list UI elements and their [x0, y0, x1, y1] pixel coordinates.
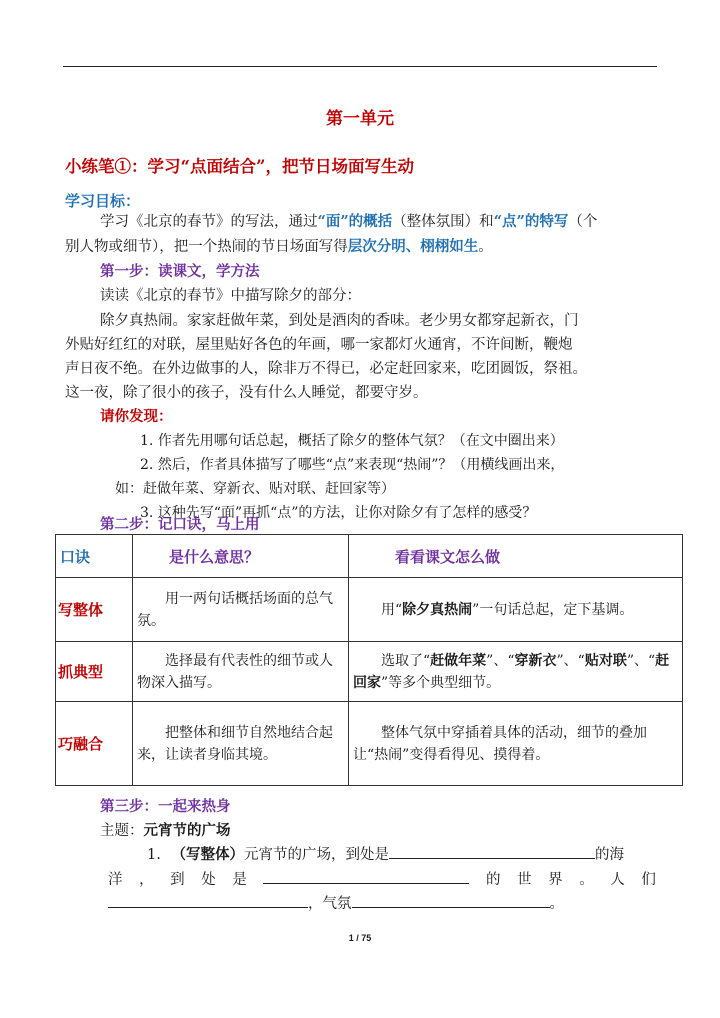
question-1: 1. 作者先用哪句话总起，概括了除夕的整体气氛？（在文中圈出来） — [140, 433, 564, 449]
exercise-text: 们 — [641, 872, 656, 888]
lesson-subtitle: 小练笔①：学习“点面结合”，把节日场面写生动 — [65, 157, 414, 176]
step1-intro: 读读《北京的春节》中描写除夕的部分： — [100, 288, 361, 304]
theme-value: 元宵节的广场 — [143, 822, 231, 839]
exercise-text: 到 — [170, 872, 185, 888]
goal-emphasis-point: “点”的特写 — [493, 213, 569, 230]
exercise-tag: （写整体） — [171, 846, 244, 863]
theme-line — [100, 819, 231, 843]
passage-line: 除夕真热闹。家家赶做年菜，到处是酒肉的香味。老少男女都穿起新衣，门 — [100, 313, 579, 329]
fill-blank-3[interactable] — [108, 892, 308, 908]
mnemonic-example: 整体气氛中穿插着具体的活动，细节的叠加让“热闹”变得看得见、摸得着。 — [349, 702, 683, 786]
goal-emphasis-face: “面”的概括 — [317, 213, 393, 230]
mnemonic-meaning: 把整体和细节自然地结合起来，让读者身临其境。 — [133, 702, 349, 786]
header-example: 看看课文怎么做 — [349, 535, 683, 578]
unit-title: 第一单元 — [326, 109, 394, 129]
table-row — [56, 642, 683, 702]
fill-blank-1[interactable] — [389, 843, 595, 859]
mnemonic-meaning: 选择最有代表性的细节或人物深入描写。 — [133, 642, 349, 702]
header-rule — [63, 66, 657, 67]
mnemonic-table — [55, 534, 683, 786]
exercise-text: 洋 — [108, 872, 123, 888]
goal-emphasis-result: 层次分明、栩栩如生 — [347, 238, 479, 255]
exercise-1-line-3 — [108, 892, 564, 916]
exercise-text: ， — [139, 872, 154, 888]
step3-heading: 第三步：一起来热身 — [100, 798, 231, 815]
exercise-text: 世 — [517, 872, 532, 888]
example-text: 选取了“ — [381, 652, 431, 669]
exercise-text: 元宵节的广场，到处是 — [243, 847, 389, 863]
example-bold: 赶回家 — [353, 652, 670, 691]
example-text: ”、“ — [556, 652, 585, 669]
exercise-1-line-1 — [147, 843, 624, 867]
goal-text: 学习《北京的春节》的写法，通过 — [100, 214, 318, 230]
table-row — [56, 578, 683, 642]
exercise-text: 的 — [485, 872, 501, 888]
example-text: 用“ — [381, 601, 403, 618]
goal-text: 。 — [478, 239, 493, 255]
goal-line-1 — [100, 210, 597, 234]
mnemonic-example — [349, 642, 683, 702]
exercise-1-line-2 — [108, 868, 656, 892]
goal-text: （个 — [568, 214, 598, 230]
exercise-text: 是 — [232, 872, 247, 888]
goal-text: 别人物或细节），把一个热闹的节日场面写得 — [65, 239, 348, 255]
goal-heading: 学习目标： — [65, 192, 141, 210]
example-bold: 除夕真热闹 — [402, 601, 473, 618]
goal-text: （整体氛围）和 — [392, 214, 494, 230]
question-2: 2. 然后，作者具体描写了哪些“点”来表现“热闹”？（用横线画出来， — [140, 457, 565, 473]
discover-heading: 请你发现： — [100, 408, 173, 425]
mnemonic-key: 巧融合 — [56, 702, 133, 786]
exercise-text: 。 — [549, 896, 564, 912]
example-bold: 穿新衣 — [514, 652, 557, 669]
exercise-text: 的海 — [594, 847, 624, 863]
example-text: ”、“ — [626, 652, 656, 669]
goal-line-2 — [65, 235, 493, 259]
example-text: ”、“ — [486, 652, 515, 669]
page-number: 1 / 75 — [348, 933, 372, 943]
passage-line: 声日夜不绝。在外边做事的人，除非万不得已，必定赶回家来，吃团圆饭，祭祖。 — [65, 361, 587, 377]
mnemonic-key: 写整体 — [56, 578, 133, 642]
exercise-text: 界 — [548, 872, 563, 888]
mnemonic-example — [349, 578, 683, 642]
exercise-text: 处 — [201, 872, 216, 888]
question-2-cont: 如：赶做年菜、穿新衣、贴对联、赶回家等） — [115, 481, 395, 497]
exercise-text: 。 — [579, 872, 594, 888]
question-3: 3. 这种先写“面”再抓“点”的方法，让你对除夕有了怎样的感受？ — [140, 505, 537, 521]
exercise-text: ，气氛 — [308, 896, 352, 912]
fill-blank-2[interactable] — [263, 868, 469, 884]
theme-label: 主题： — [100, 823, 144, 839]
passage-line: 这一夜，除了很小的孩子，没有什么人睡觉，都要守岁。 — [65, 385, 428, 401]
table-header-row — [56, 535, 683, 578]
exercise-number: 1. — [147, 847, 161, 863]
fill-blank-4[interactable] — [352, 892, 550, 908]
mnemonic-meaning: 用一两句话概括场面的总气氛。 — [133, 578, 349, 642]
table-row — [56, 702, 683, 786]
passage-line: 外贴好红红的对联，屋里贴好各色的年画，哪一家都灯火通宵，不许间断，鞭炮 — [65, 337, 573, 353]
example-bold: 赶做年菜 — [430, 652, 487, 669]
mnemonic-key: 抓典型 — [56, 642, 133, 702]
step2-heading: 第二步：记口诀，马上用 — [100, 516, 260, 533]
example-text: ”一句话总起，定下基调。 — [472, 601, 634, 618]
header-mnemonic: 口诀 — [56, 535, 133, 578]
example-text: ”等多个典型细节。 — [381, 674, 501, 691]
exercise-text: 人 — [610, 872, 625, 888]
header-meaning: 是什么意思？ — [133, 535, 349, 578]
example-bold: 贴对联 — [584, 652, 627, 669]
step1-heading: 第一步：读课文，学方法 — [100, 263, 260, 280]
